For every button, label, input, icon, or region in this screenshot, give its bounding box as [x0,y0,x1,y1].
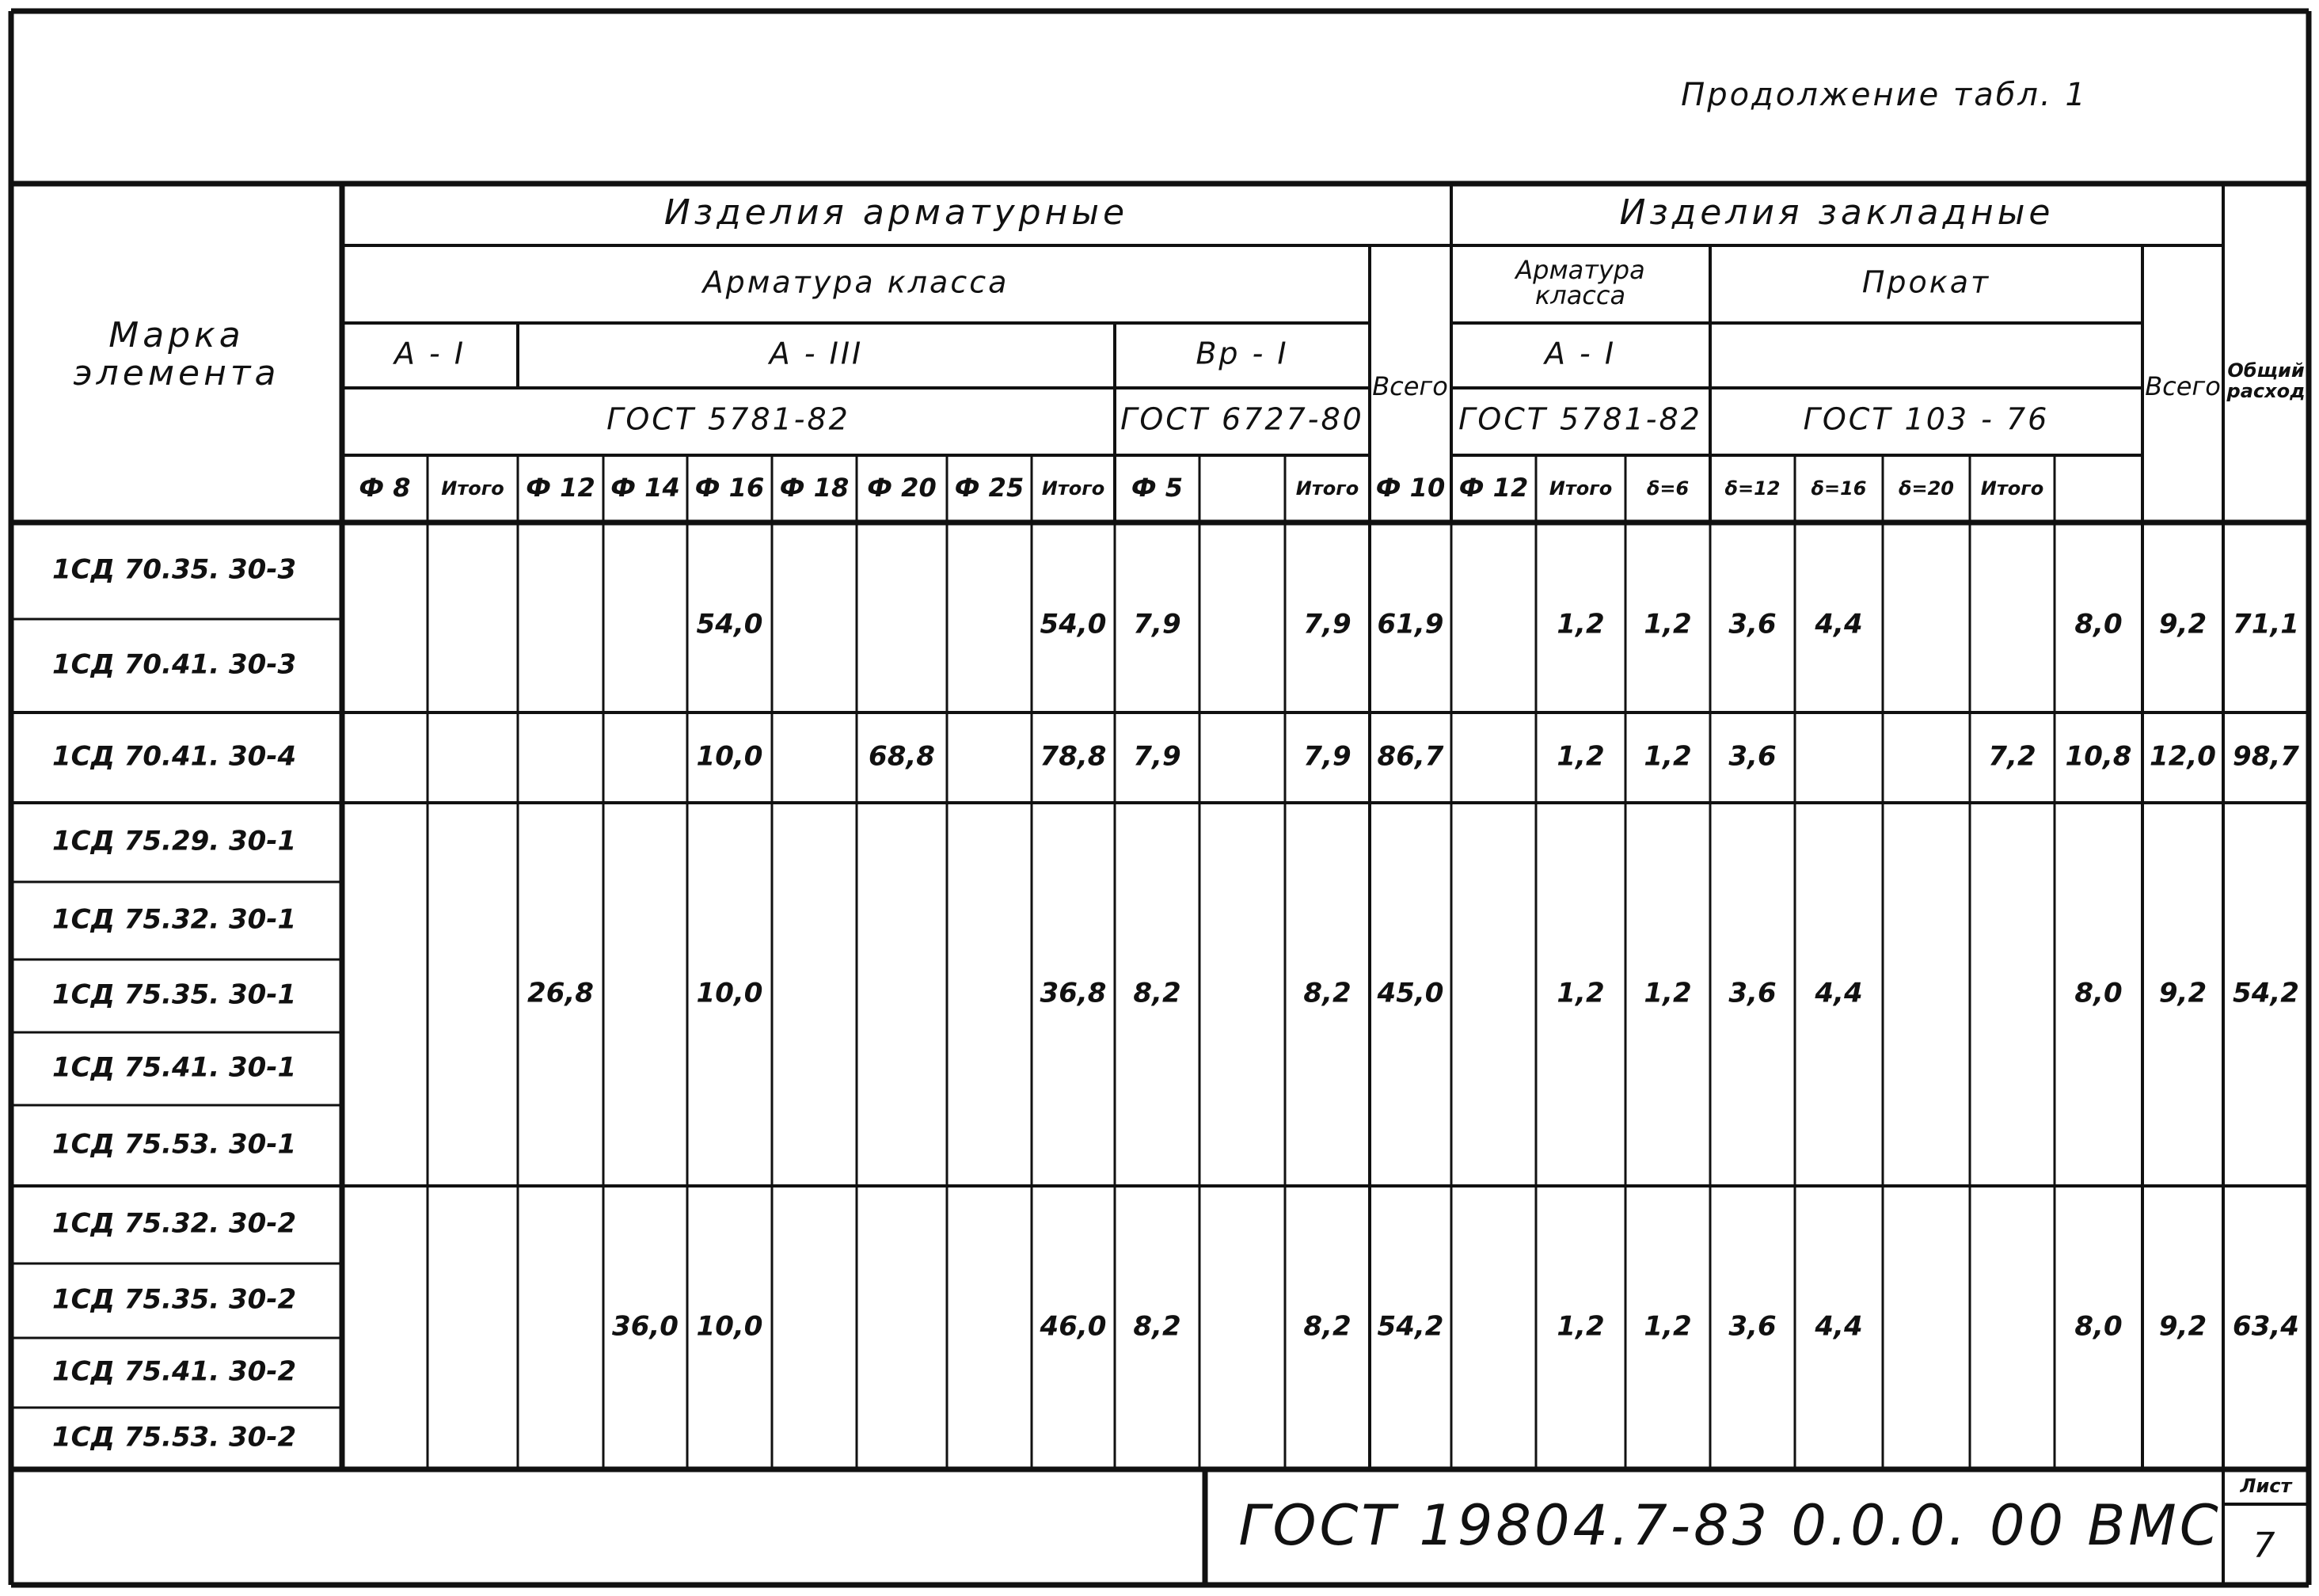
cell-value: 9,2 [2158,977,2207,1009]
subheader-cell: Ф 5 [1131,473,1184,503]
cell-value: 8,2 [1133,977,1181,1009]
row-mark: 1СД 75.53. 30-1 [52,1128,297,1161]
cell-value: 68,8 [869,740,935,773]
cell-value: 54,0 [696,608,763,640]
cell-value: 36,8 [1040,977,1107,1009]
cell-value: 7,9 [1303,608,1351,640]
cell-value: 4,4 [1815,608,1863,640]
total-armature-header: Всего [1372,371,1448,401]
cell-value: 10,0 [696,977,763,1009]
subheader-cell: Ф 14 [610,473,680,503]
cell-value: 8,2 [1303,977,1351,1009]
row-mark: 1СД 75.35. 30-1 [52,978,297,1011]
embedded-products-header: Изделия закладные [1619,192,2055,233]
cell-value: 4,4 [1815,977,1863,1009]
subheader-cell: Ф 12 [526,473,595,503]
cell-value: 3,6 [1728,977,1777,1009]
table-text [52,77,2305,1566]
cell-value: 9,2 [2158,608,2207,640]
cell-value: 8,0 [2074,977,2123,1009]
subheader-cell: Ф 16 [694,473,765,503]
subheader-cell: Ф 12 [1458,473,1529,503]
gost-5781-embedded-label: ГОСТ 5781-82 [1458,401,1702,437]
row-mark: 1СД 75.35. 30-2 [52,1283,297,1316]
cell-value: 1,2 [1644,977,1692,1009]
cell-value: 36,0 [612,1310,679,1343]
cell-value: 86,7 [1377,740,1444,773]
class-a3-label: А - III [769,336,864,371]
armature-products-header: Изделия арматурные [663,192,1129,233]
subheader-cell: Итого [1295,477,1359,500]
cell-value: 46,0 [1040,1310,1107,1343]
subheader-cell: δ=20 [1899,477,1954,500]
subheader-cell: δ=12 [1724,477,1781,500]
cell-value: 54,2 [2233,977,2299,1009]
subheader-cell: Ф 8 [359,473,411,503]
cell-value: 1,2 [1644,608,1692,640]
cell-value: 4,4 [1815,1310,1863,1343]
row-mark: 1СД 75.32. 30-1 [52,903,297,936]
cell-value: 61,9 [1377,608,1444,640]
subheader-cell: δ=16 [1811,477,1867,500]
subheader-cell: Итого [1549,477,1613,500]
class-a1-label: А - I [393,336,466,371]
row-mark: 1СД 70.41. 30-3 [52,648,297,681]
cell-value: 10,0 [696,740,763,773]
cell-value: 8,0 [2074,1310,2123,1343]
subheader-cell: Ф 25 [954,473,1025,503]
cell-value: 9,2 [2158,1310,2207,1343]
cell-value: 71,1 [2233,608,2299,640]
row-mark: 1СД 70.35. 30-3 [52,553,297,586]
cell-value: 1,2 [1557,1310,1605,1343]
mark-header: Марка элемента [73,314,280,394]
cell-value: 7,9 [1133,740,1181,773]
cell-value: 7,9 [1133,608,1181,640]
row-mark: 1СД 70.41. 30-4 [52,740,297,773]
cell-value: 54,2 [1377,1310,1444,1343]
row-mark: 1СД 75.29. 30-1 [52,825,297,857]
rolled-header: Прокат [1861,264,1991,300]
row-mark: 1СД 75.41. 30-1 [52,1051,297,1084]
class-a1-embedded-label: А - I [1544,336,1617,371]
stamp-designation: ГОСТ 19804.7-83 0.0.0. 00 ВМС [1238,1493,2222,1559]
subheader-cell: Ф 20 [867,473,937,503]
gost-5781-label: ГОСТ 5781-82 [606,401,850,437]
overall-header: Общий расход [2226,359,2306,403]
cell-value: 1,2 [1644,740,1692,773]
row-mark: 1СД 75.53. 30-2 [52,1421,297,1454]
cell-value: 10,0 [696,1310,763,1343]
subheader-cell: Итого [1980,477,2044,500]
cell-value: 98,7 [2233,740,2299,773]
cell-value: 26,8 [527,977,594,1009]
table-grid [11,11,2309,1585]
cell-value: 8,2 [1303,1310,1351,1343]
stamp-sheet-number: 7 [2252,1526,2279,1566]
row-mark: 1СД 75.32. 30-2 [52,1207,297,1240]
cell-value: 3,6 [1728,608,1777,640]
subheader-cell: Итого [441,477,504,500]
cell-value: 45,0 [1377,977,1444,1009]
cell-value: 10,8 [2065,740,2132,773]
cell-value: 1,2 [1644,1310,1692,1343]
subheader-cell: Итого [1041,477,1105,500]
embedded-armature-class-header: Арматура класса [1515,255,1645,310]
cell-value: 1,2 [1557,608,1605,640]
subheader-cell: δ=6 [1646,477,1690,500]
cell-value: 12,0 [2150,740,2216,773]
cell-value: 3,6 [1728,1310,1777,1343]
cell-value: 78,8 [1040,740,1107,773]
cell-value: 3,6 [1728,740,1777,773]
cell-value: 8,0 [2074,608,2123,640]
subheader-cell: Ф 10 [1375,473,1446,503]
cell-value: 1,2 [1557,977,1605,1009]
cell-value: 7,2 [1988,740,2036,773]
gost-6727-label: ГОСТ 6727-80 [1120,401,1364,437]
cell-value: 7,9 [1303,740,1351,773]
table-caption: Продолжение табл. 1 [1681,77,2088,113]
gost-103-label: ГОСТ 103 - 76 [1803,401,2050,437]
cell-value: 1,2 [1557,740,1605,773]
stamp-sheet-label: Лист [2240,1475,2292,1497]
total-embedded-header: Всего [2145,371,2221,401]
subheader-cell: Ф 18 [779,473,850,503]
cell-value: 8,2 [1133,1310,1181,1343]
class-vp1-label: Вр - I [1196,336,1289,371]
armature-class-header: Арматура класса [702,264,1009,300]
row-mark: 1СД 75.41. 30-2 [52,1355,297,1388]
cell-value: 54,0 [1040,608,1107,640]
cell-value: 63,4 [2233,1310,2299,1343]
